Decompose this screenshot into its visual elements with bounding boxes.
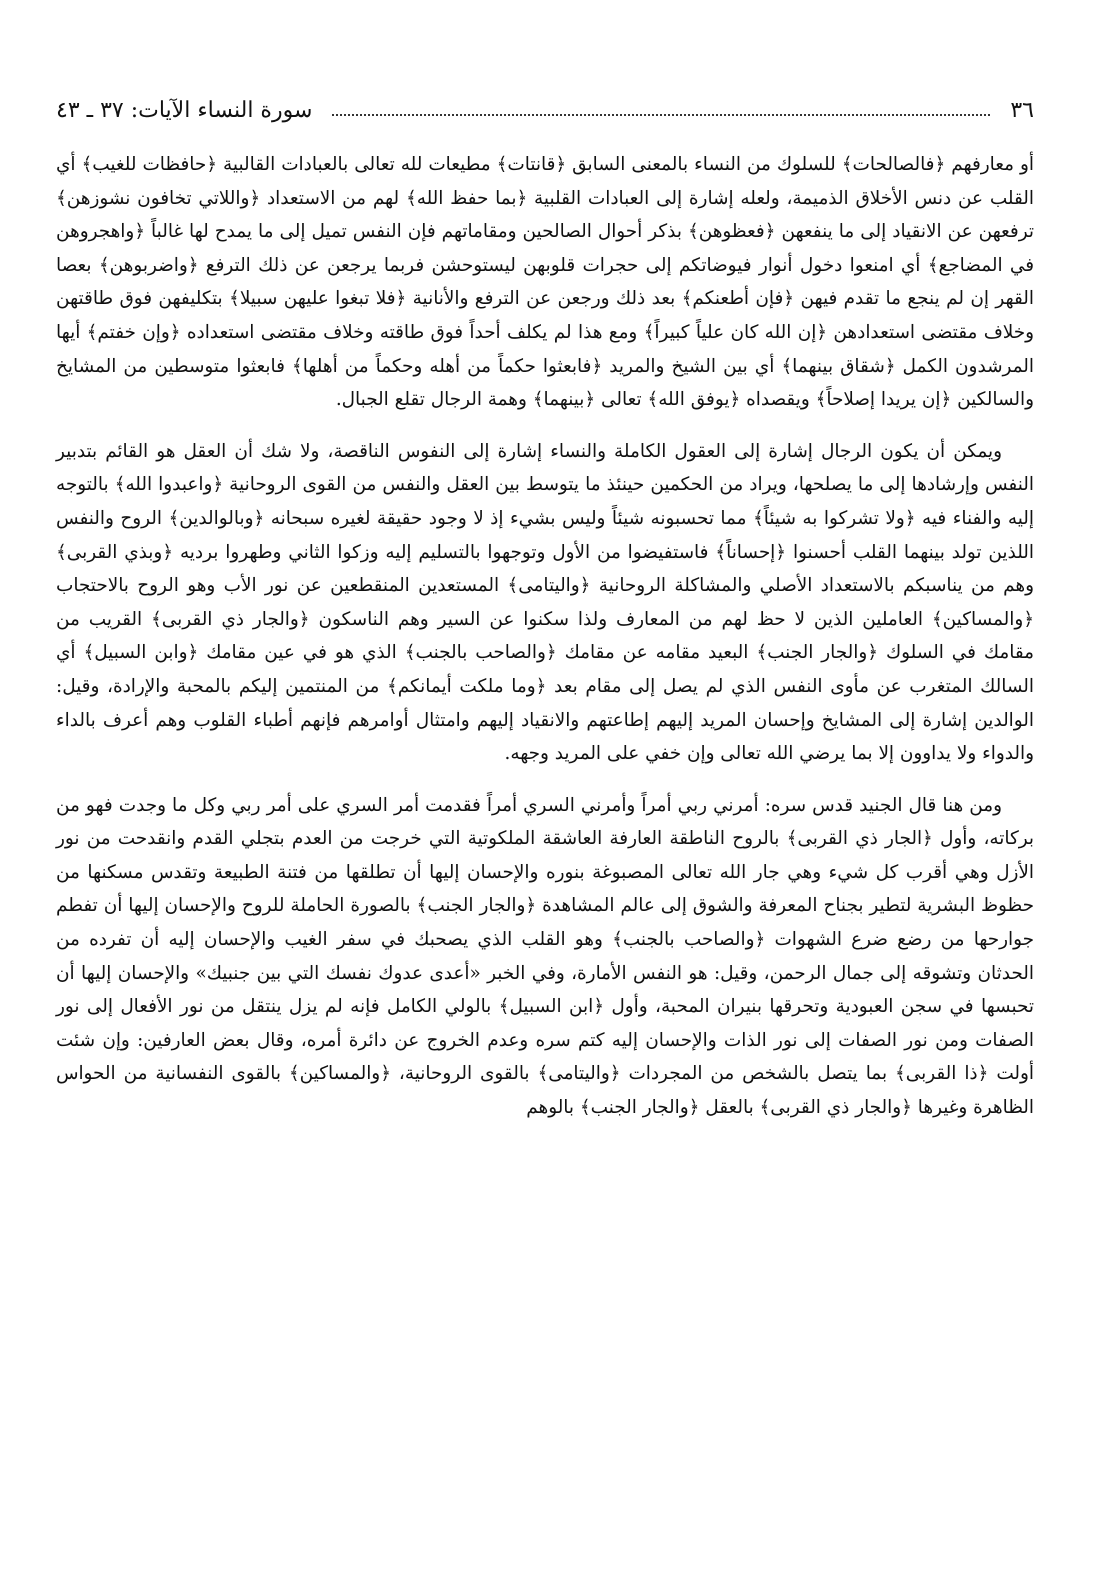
page-header xyxy=(56,92,1034,128)
paragraph-3: ومن هنا قال الجنيد قدس سره: أمرني ربي أمراً وأمرني السري أمراً فقدمت أمر السري على أمر ربي وكل ما وجدت فهو من بركاته، وأول ﴿الجار ذي القربى﴾ بالروح الناطقة العارفة العاشقة الملكوتية التي خرجت من العدم بتجلي القدم وانقدحت من نور الأزل وهي أقرب كل شيء وهي جار الله تعالى المصبوغة بنوره والإحسان إليها أن تطلقها من فتنة الطبيعة وتقدس مسكنها من حظوظ البشرية لتطير بجناح المعرفة والشوق إلى عالم المشاهدة ﴿والجار الجنب﴾ بالصورة الحاملة للروح والإحسان إليها أن تفطم جوارحها من رضع ضرع الشهوات ﴿والصاحب بالجنب﴾ وهو القلب الذي يصحبك في سفر الغيب والإحسان إليه أن تفرده من الحدثان وتشوقه إلى جمال الرحمن، وقيل: هو النفس الأمارة، وفي الخبر «أعدى عدوك نفسك التي بين جنبيك» والإحسان إليها أن تحبسها في سجن العبودية وتحرقها بنيران المحبة، وأول ﴿ابن السبيل﴾ بالولي الكامل فإنه لم يزل ينتقل من نور الأفعال إلى نور الصفات ومن نور الصفات إلى نور الذات والإحسان إليه كتم سره وعدم الخروج عن دائرة أمره، وقال بعض العارفين: وإن شئت أولت ﴿ذا القربى﴾ بما يتصل بالشخص من المجردات ﴿واليتامى﴾ بالقوى الروحانية، ﴿والمساكين﴾ بالقوى النفسانية من الحواس الظاهرة وغيرها ﴿والجار ذي القربى﴾ بالعقل ﴿والجار الجنب﴾ بالوهم xyxy=(56,794,1034,1119)
running-title: سورة النساء الآيات: ٣٧ ـ ٤٣ xyxy=(56,97,313,123)
paragraph-2: ويمكن أن يكون الرجال إشارة إلى العقول الكاملة والنساء إشارة إلى النفوس الناقصة، ولا شك أن العقل هو القائم بتدبير النفس وإرشادها إلى ما يصلحها، ويراد من الحكمين حينئذ ما يتوسط بين العقل والنفس من القوى الروحانية ﴿واعبدوا الله﴾ بالتوجه إليه والفناء فيه ﴿ولا تشركوا به شيئاً﴾ مما تحسبونه شيئاً وليس بشيء إذ لا وجود حقيقة لغيره سبحانه ﴿وبالوالدين﴾ الروح والنفس اللذين تولد بينهما القلب أحسنوا ﴿إحساناً﴾ فاستفيضوا من الأول وتوجهوا بالتسليم إليه وزكوا الثاني وطهروا برديه ﴿وبذي القربى﴾ وهم من يناسبكم بالاستعداد الأصلي والمشاكلة الروحانية ﴿واليتامى﴾ المستعدين المنقطعين عن نور الأب وهو الروح بالاحتجاب ﴿والمساكين﴾ العاملين الذين لا حظ لهم من المعارف ولذا سكنوا عن السير وهم الناسكون ﴿والجار ذي القربى﴾ القريب من مقامك في السلوك ﴿والجار الجنب﴾ البعيد مقامه عن مقامك ﴿والصاحب بالجنب﴾ الذي هو في عين مقامك ﴿وابن السبيل﴾ أي السالك المتغرب عن مأوى النفس الذي لم يصل إلى مقام بعد ﴿وما ملكت أيمانكم﴾ من المنتمين إليكم بالمحبة والإرادة، وقيل: الوالدين إشارة إلى المشايخ وإحسان المريد إليهم إطاعتهم والانقياد إليهم وامتثال أوامرهم فإنهم أطباء القلوب وهم أعرف بالداء والدواء ولا يداوون إلا بما يرضي الله تعالى وإن خفي على المريد وجهه. xyxy=(56,440,1034,765)
page-body xyxy=(56,148,1034,1125)
paragraph-1: أو معارفهم ﴿فالصالحات﴾ للسلوك من النساء بالمعنى السابق ﴿قانتات﴾ مطيعات لله تعالى بالعبادات القالبية ﴿حافظات للغيب﴾ أي القلب عن دنس الأخلاق الذميمة، ولعله إشارة إلى العبادات القلبية ﴿بما حفظ الله﴾ لهم من الاستعداد ﴿واللاتي تخافون نشوزهن﴾ ترفعهن عن الانقياد إلى ما ينفعهن ﴿فعظوهن﴾ بذكر أحوال الصالحين ومقاماتهم فإن النفس تميل إلى ما يمدح لها غالباً ﴿واهجروهن في المضاجع﴾ أي امنعوا دخول أنوار فيوضاتكم إلى حجرات قلوبهن ليستوحشن فربما يرجعن عن ذلك الترفع ﴿واضربوهن﴾ بعصا القهر إن لم ينجع ما تقدم فيهن ﴿فإن أطعنكم﴾ بعد ذلك ورجعن عن الترفع والأنانية ﴿فلا تبغوا عليهن سبيلا﴾ بتكليفهن فوق طاقتهن وخلاف مقتضى استعدادهن ﴿إن الله كان علياً كبيراً﴾ ومع هذا لم يكلف أحداً فوق طاقته وخلاف مقتضى استعداده ﴿وإن خفتم﴾ أيها المرشدون الكمل ﴿شقاق بينهما﴾ أي بين الشيخ والمريد ﴿فابعثوا حكماً من أهله وحكماً من أهلها﴾ فابعثوا متوسطين من المشايخ والسالكين ﴿إن يريدا إصلاحاً﴾ ويقصداه ﴿يوفق الله﴾ تعالى ﴿بينهما﴾ وهمة الرجال تقلع الجبال. xyxy=(56,154,1034,411)
page-number: ٣٦ xyxy=(1010,97,1034,123)
dotted-leader xyxy=(332,104,990,116)
